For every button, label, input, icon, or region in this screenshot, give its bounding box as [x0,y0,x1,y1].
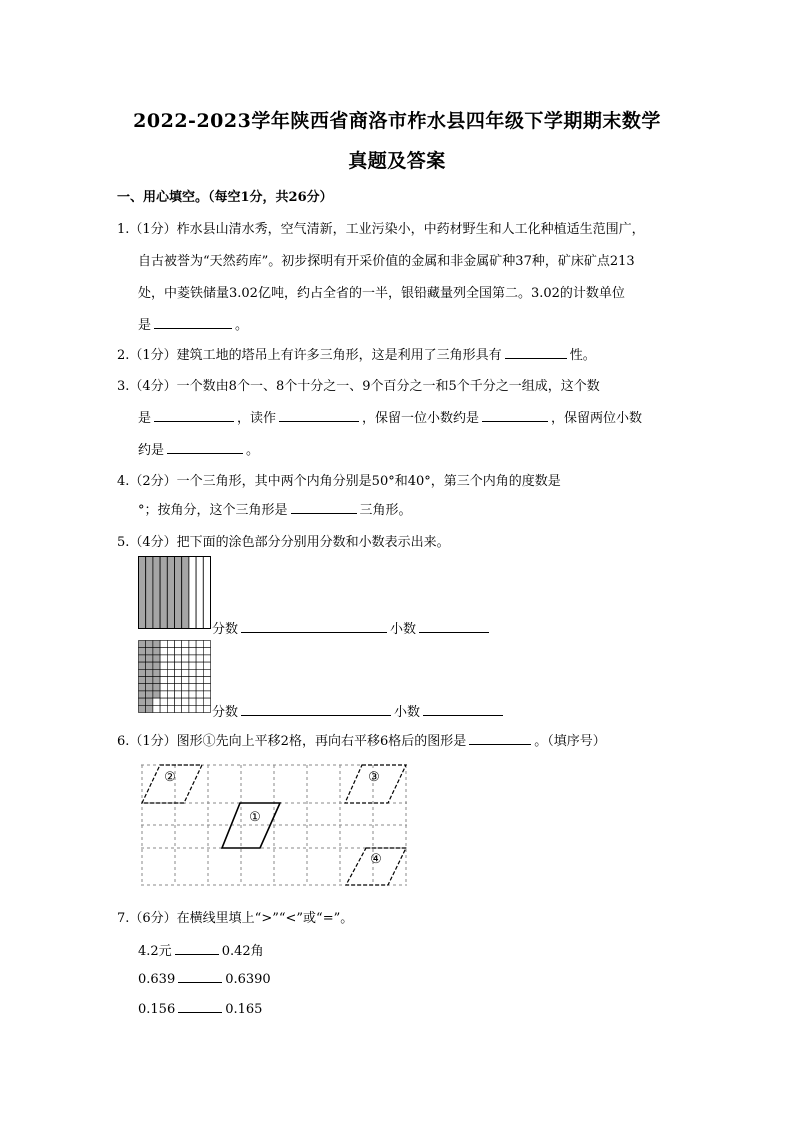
q5-fraction-blank-2[interactable] [241,703,391,716]
empty-cell [189,641,196,648]
shaded-column [139,557,146,629]
q5-decimal-blank-1[interactable] [419,620,489,633]
empty-cell [153,698,160,705]
shaded-cell [146,705,153,712]
q3-number-blank[interactable] [154,409,234,422]
empty-cell [167,691,174,698]
shaded-cell [153,669,160,676]
empty-cell [203,669,210,676]
empty-cell [189,669,196,676]
empty-cell [203,641,210,648]
q7-right-1: 0.42角 [221,944,264,959]
empty-cell [175,698,182,705]
shaded-cell [146,641,153,648]
shaded-cell [139,662,146,669]
empty-cell [160,677,167,684]
shaded-cell [139,655,146,662]
shaded-cell [153,655,160,662]
shaded-cell [139,669,146,676]
shaded-column [167,557,174,629]
empty-cell [167,669,174,676]
shaded-cell [153,691,160,698]
q4-type-blank[interactable] [291,501,357,514]
empty-cell [167,662,174,669]
shaded-column [175,557,182,629]
empty-cell [182,641,189,648]
q5-decimal-blank-2[interactable] [423,703,503,716]
empty-cell [203,684,210,691]
q1-answer-blank[interactable] [154,316,232,329]
q5-row2-answers [212,701,506,720]
q4-text-a: °；按角分，这个三角形是 [138,503,288,518]
title-line-1: 2022-2023学年陕西省商洛市柞水县四年级下学期期末数学 [133,110,661,132]
empty-cell [167,705,174,712]
q5-decimal-label-2: 小数 [394,705,421,720]
shaded-cell [139,698,146,705]
q2-suffix: 性。 [569,348,596,363]
empty-cell [167,677,174,684]
empty-cell [189,691,196,698]
q5-decimal-label-1: 小数 [390,622,417,637]
q3-text-e: 约是 [138,443,165,458]
empty-cell [182,677,189,684]
q1-line1: 1.（1分）柞水县山清水秀，空气清新，工业污染小，中药材野生和人工化种植适生范围广， [117,222,645,237]
shaded-cell [153,684,160,691]
empty-cell [182,669,189,676]
empty-cell [196,662,203,669]
empty-cell [196,705,203,712]
empty-cell [203,691,210,698]
label-shape-3: ③ [368,770,380,785]
empty-cell [182,655,189,662]
q7-right-2: 0.6390 [225,972,271,987]
q3-read-blank[interactable] [279,409,359,422]
q2-answer-blank[interactable] [505,346,567,359]
q6-line1 [117,730,606,749]
q5-grid-columns [138,556,212,630]
empty-cell [196,698,203,705]
empty-cell [196,655,203,662]
empty-cell [175,684,182,691]
shaded-cell [146,684,153,691]
empty-cell [160,684,167,691]
shaded-cell [153,662,160,669]
empty-cell [203,655,210,662]
label-shape-2: ② [164,770,176,785]
q3-line3 [138,439,259,458]
empty-cell [189,677,196,684]
shaded-column [153,557,160,629]
q4-text-b: 三角形。 [359,503,412,518]
empty-cell [182,662,189,669]
empty-column [196,557,203,629]
shaded-column [160,557,167,629]
empty-cell [167,655,174,662]
shaded-column [146,557,153,629]
empty-cell [189,655,196,662]
q7-blank-3[interactable] [178,1000,222,1013]
q4-line2 [138,499,412,518]
empty-cell [175,662,182,669]
q3-line1: 3.（4分）一个数由8个一、8个十分之一、9个百分之一和5个千分之一组成，这个数 [117,379,600,394]
q7-right-3: 0.165 [225,1002,263,1017]
q3-line2 [138,407,642,426]
shaded-cell [146,677,153,684]
empty-cell [203,648,210,655]
empty-cell [175,691,182,698]
empty-cell [167,648,174,655]
q3-text-f: 。 [246,443,260,458]
shaded-cell [153,641,160,648]
q3-text-a: 是 [138,411,152,426]
q7-left-1: 4.2元 [138,944,172,959]
empty-cell [196,648,203,655]
empty-cell [175,669,182,676]
q1-prefix: 是 [138,318,152,333]
q3-text-d: ，保留两位小数 [551,411,643,426]
q7-row-2 [138,970,271,987]
empty-cell [182,684,189,691]
empty-cell [160,669,167,676]
shaded-cell [146,691,153,698]
q3-text-c: ，保留一位小数约是 [362,411,480,426]
empty-cell [175,648,182,655]
empty-cell [175,677,182,684]
empty-cell [160,648,167,655]
empty-column [203,557,210,629]
q7-row-3 [138,1000,262,1017]
shaded-cell [146,662,153,669]
shaded-cell [146,648,153,655]
q7-blank-1[interactable] [175,942,219,955]
q5-fraction-label-2: 分数 [212,705,239,720]
empty-cell [167,698,174,705]
shaded-cell [146,698,153,705]
shaded-cell [153,677,160,684]
empty-cell [160,705,167,712]
label-shape-1: ① [249,810,261,825]
q1-line3: 处，中菱铁储量3.02亿吨，约占全省的一半，银铅藏量列全国第二。3.02的计数单位 [138,286,625,301]
q7-blank-2[interactable] [178,970,222,983]
q1-line4 [138,314,248,333]
empty-cell [182,705,189,712]
shaded-column [182,557,189,629]
q6-answer-blank[interactable] [469,732,531,745]
q5-grid-hundreds [138,640,212,714]
empty-cell [175,655,182,662]
empty-cell [175,705,182,712]
q3-one-decimal-blank[interactable] [482,409,548,422]
empty-cell [203,677,210,684]
empty-cell [175,641,182,648]
shaded-cell [139,691,146,698]
empty-cell [196,641,203,648]
empty-cell [182,698,189,705]
empty-column [189,557,196,629]
q7-left-2: 0.639 [138,972,176,987]
q5-line1: 5.（4分）把下面的涂色部分分别用分数和小数表示出来。 [117,535,450,550]
empty-cell [189,662,196,669]
q4-line1: 4.（2分）一个三角形，其中两个内角分别是50°和40°，第三个内角的度数是 [117,474,561,489]
empty-cell [160,698,167,705]
shaded-cell [139,677,146,684]
label-shape-4: ④ [370,852,382,867]
empty-cell [160,641,167,648]
q3-text-b: ，读作 [237,411,277,426]
empty-cell [196,691,203,698]
shaded-cell [139,648,146,655]
shaded-cell [139,705,146,712]
q6-text-b: 。（填序号） [534,734,606,749]
empty-cell [160,691,167,698]
empty-cell [196,684,203,691]
shaded-cell [139,641,146,648]
q5-fraction-label-1: 分数 [212,622,239,637]
empty-cell [196,669,203,676]
q2-text: 2.（1分）建筑工地的塔吊上有许多三角形，这是利用了三角形具有 [117,348,502,363]
q2-line [117,344,596,363]
q6-text-a: 6.（1分）图形①先向上平移2格，再向右平移6格后的图形是 [117,734,467,749]
q5-row1-answers [212,618,492,637]
empty-cell [203,705,210,712]
q7-row-1 [138,940,264,959]
empty-cell [167,684,174,691]
title-line-2: 真题及答案 [348,150,446,172]
q1-line2: 自古被誉为“天然药库”。初步探明有开采价值的金属和非金属矿种37种，矿床矿点213 [138,254,635,269]
empty-cell [182,691,189,698]
shaded-cell [139,684,146,691]
q6-translation-grid [140,763,410,888]
shaded-cell [146,655,153,662]
q7-left-3: 0.156 [138,1002,176,1017]
shaded-cell [153,648,160,655]
q5-fraction-blank-1[interactable] [241,620,387,633]
empty-cell [160,662,167,669]
empty-cell [203,698,210,705]
empty-cell [153,705,160,712]
q7-line1: 7.（6分）在横线里填上“>”“<”或“=”。 [117,911,354,926]
empty-cell [189,698,196,705]
empty-cell [189,684,196,691]
empty-cell [167,641,174,648]
empty-cell [203,662,210,669]
empty-cell [189,648,196,655]
empty-cell [160,655,167,662]
section-heading: 一、用心填空。（每空1分，共26分） [117,190,333,205]
shaded-cell [146,669,153,676]
q3-two-decimal-blank[interactable] [167,441,243,454]
q1-suffix: 。 [235,318,249,333]
empty-cell [182,648,189,655]
empty-cell [196,677,203,684]
empty-cell [189,705,196,712]
